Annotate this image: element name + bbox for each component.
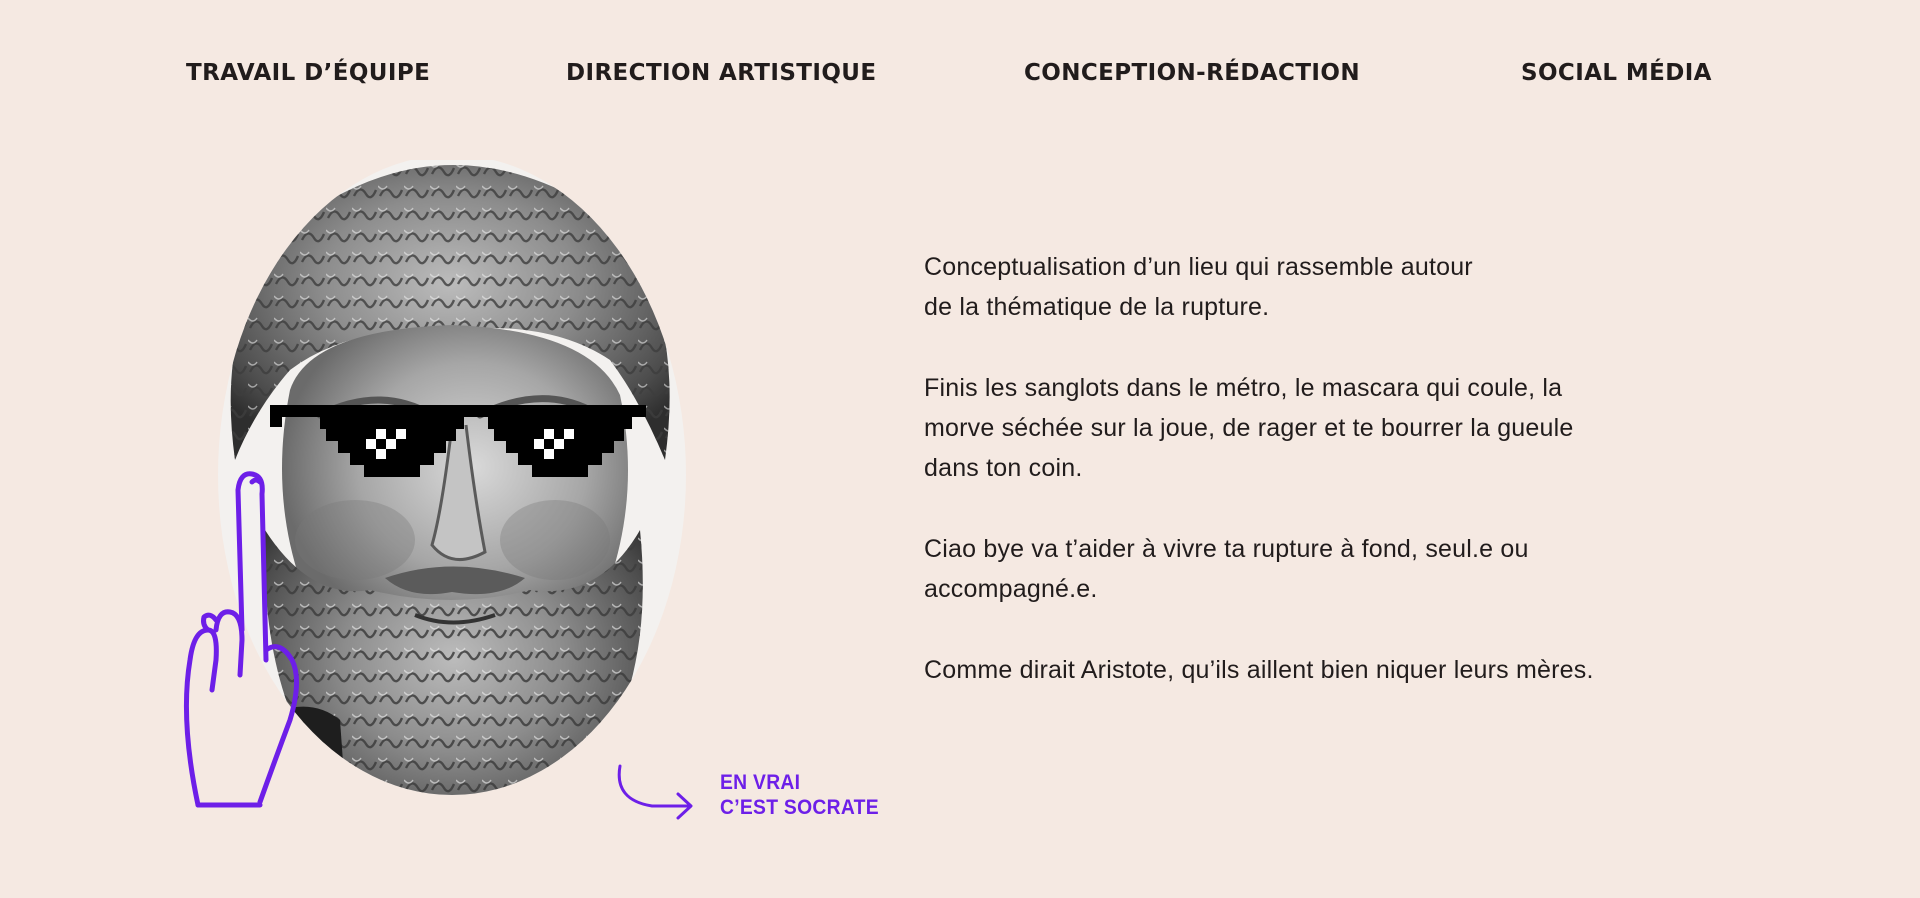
paragraph-line: Comme dirait Aristote, qu’ils aillent bien niquer leurs mères. [924,656,1594,684]
paragraph-line: morve séchée sur la joue, de rager et te bourrer la gueule [924,414,1574,442]
paragraph-concept [924,247,1784,327]
project-description [924,247,1784,690]
paragraph-finis [924,368,1784,488]
paragraph-line: Ciao bye va t’aider à vivre ta rupture à fond, seul.e ou [924,535,1529,563]
nav-item-conception-redaction[interactable]: CONCEPTION-RÉDACTION [1024,60,1360,86]
paragraph-line: accompagné.e. [924,575,1098,603]
paragraph-ciao-bye [924,529,1784,609]
paragraph-line: Finis les sanglots dans le métro, le mascara qui coule, la [924,374,1563,402]
paragraph-line: de la thématique de la rupture. [924,293,1270,321]
paragraph-line: dans ton coin. [924,454,1083,482]
paragraph-aristote [924,650,1784,690]
nav-item-social-media[interactable]: SOCIAL MÉDIA [1521,60,1712,86]
annotation-caption [720,770,879,820]
annotation-line-1: EN VRAI [720,771,801,794]
paragraph-line: Conceptualisation d’un lieu qui rassemble autour [924,253,1473,281]
curved-arrow-icon [612,762,696,822]
nav-item-direction-artistique[interactable]: DIRECTION ARTISTIQUE [566,60,877,86]
statue-bust-icon [170,160,730,830]
nav-item-travail-equipe[interactable]: TRAVAIL D’ÉQUIPE [186,60,431,86]
portrait-illustration [170,160,730,830]
annotation-line-2: C’EST SOCRATE [720,796,879,819]
